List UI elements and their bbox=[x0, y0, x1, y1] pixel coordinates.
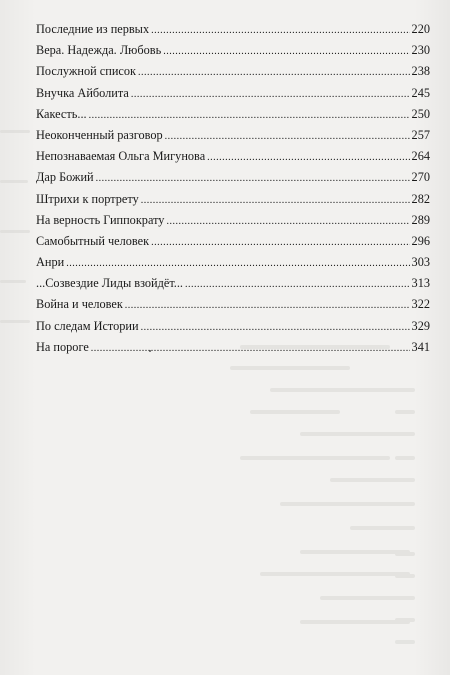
toc-entry bbox=[36, 128, 430, 149]
toc-entry-page: 282 bbox=[411, 191, 430, 206]
toc-entry-page: 220 bbox=[411, 22, 430, 36]
toc-entry-page: 313 bbox=[411, 276, 430, 291]
toc-entry bbox=[36, 234, 430, 255]
dot-leader bbox=[185, 279, 410, 290]
toc-entry-page: 289 bbox=[411, 212, 430, 227]
toc-entry-title: Штрихи к портрету bbox=[36, 191, 139, 206]
toc-entry-page: 230 bbox=[411, 43, 430, 58]
dot-leader bbox=[151, 25, 409, 36]
table-of-contents bbox=[36, 22, 430, 361]
toc-entry-title: Анри bbox=[36, 255, 65, 270]
ink-speck bbox=[149, 350, 151, 352]
toc-entry bbox=[36, 340, 430, 361]
toc-entry bbox=[36, 86, 430, 107]
toc-entry-title: На верность Гиппократу bbox=[36, 212, 165, 227]
toc-entry-title: ...Созвездие Лиды взойдёт... bbox=[36, 276, 183, 291]
toc-entry-title: Дар Божий bbox=[36, 170, 94, 185]
toc-entry bbox=[36, 107, 430, 128]
toc-entry-page: 257 bbox=[411, 127, 430, 142]
toc-entry-title: Вера. Надежда. Любовь bbox=[36, 43, 162, 58]
dot-leader bbox=[66, 258, 409, 269]
toc-entry bbox=[36, 64, 430, 85]
dot-leader bbox=[207, 152, 409, 163]
toc-entry-title: Послужной список bbox=[36, 64, 136, 79]
toc-entry bbox=[36, 276, 430, 297]
toc-entry bbox=[36, 43, 430, 64]
dot-leader bbox=[89, 110, 410, 121]
toc-entry bbox=[36, 297, 430, 318]
toc-entry-page: 245 bbox=[411, 85, 430, 100]
toc-entry bbox=[36, 149, 430, 170]
toc-entry-page: 270 bbox=[411, 170, 430, 185]
toc-entry-title: Внучка Айболита bbox=[36, 85, 129, 100]
toc-entry bbox=[36, 22, 430, 43]
toc-entry-title: Непознаваемая Ольга Мигунова bbox=[36, 149, 206, 164]
dot-leader bbox=[141, 195, 410, 206]
dot-leader bbox=[165, 131, 410, 142]
toc-entry bbox=[36, 213, 430, 234]
dot-leader bbox=[163, 46, 409, 57]
dot-leader bbox=[125, 300, 410, 311]
toc-entry-page: 322 bbox=[411, 297, 430, 312]
toc-entry-title: На пороге bbox=[36, 339, 89, 354]
toc-entry-page: 341 bbox=[411, 339, 430, 354]
toc-entry-title: Война и человек bbox=[36, 297, 123, 312]
dot-leader bbox=[131, 89, 410, 100]
toc-entry-title: По следам Истории bbox=[36, 318, 139, 333]
dot-leader bbox=[166, 216, 409, 227]
dot-leader bbox=[91, 343, 410, 354]
dot-leader bbox=[141, 322, 410, 333]
toc-entry bbox=[36, 319, 430, 340]
toc-entry-title: Какесть... bbox=[36, 106, 87, 121]
toc-entry-page: 296 bbox=[411, 233, 430, 248]
dot-leader bbox=[151, 237, 409, 248]
toc-entry bbox=[36, 255, 430, 276]
toc-entry bbox=[36, 170, 430, 191]
toc-entry-page: 303 bbox=[411, 255, 430, 270]
dot-leader bbox=[96, 173, 410, 184]
toc-entry-title: Последние из первых bbox=[36, 22, 150, 36]
dot-leader bbox=[138, 67, 410, 78]
toc-entry-title: Неоконченный разговор bbox=[36, 127, 163, 142]
toc-entry-title: Самобытный человек bbox=[36, 233, 150, 248]
toc-entry bbox=[36, 192, 430, 213]
toc-entry-page: 329 bbox=[411, 318, 430, 333]
toc-entry-page: 250 bbox=[411, 106, 430, 121]
toc-entry-page: 264 bbox=[411, 149, 430, 164]
toc-entry-page: 238 bbox=[411, 64, 430, 79]
